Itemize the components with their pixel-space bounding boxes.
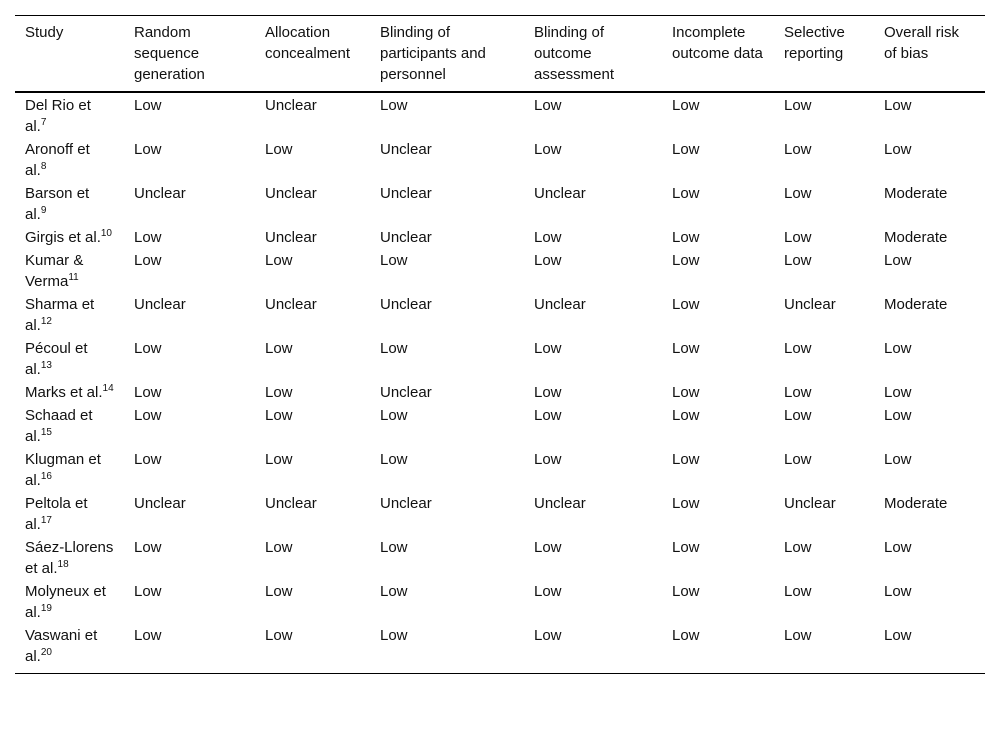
reference-number: 12 — [40, 316, 52, 327]
risk-cell: Low — [265, 141, 293, 158]
risk-cell: Low — [672, 185, 700, 202]
risk-cell: Low — [380, 407, 408, 424]
risk-cell: Low — [265, 407, 293, 424]
reference-number: 9 — [40, 205, 47, 216]
risk-cell: Low — [534, 583, 562, 600]
col-header-blinding-outcome: Blinding of outcome assessment — [534, 24, 615, 83]
risk-cell: Unclear — [134, 185, 186, 202]
risk-cell: Unclear — [534, 296, 586, 313]
risk-cell: Low — [884, 583, 912, 600]
study-cell — [15, 139, 124, 183]
risk-cell: Low — [134, 384, 162, 401]
reference-number: 10 — [100, 228, 112, 239]
risk-cell: Low — [672, 583, 700, 600]
study-name: Del Rio et al. — [25, 97, 91, 135]
reference-number: 20 — [40, 647, 52, 658]
col-header-incomplete-data: Incomplete outcome data — [672, 24, 763, 62]
table-row — [15, 183, 985, 227]
study-cell — [15, 625, 124, 674]
risk-cell: Moderate — [884, 229, 948, 246]
study-name: Sharma et al. — [25, 296, 95, 334]
risk-cell: Low — [784, 252, 812, 269]
table-row — [15, 382, 985, 405]
study-cell — [15, 493, 124, 537]
reference-number: 15 — [40, 427, 52, 438]
risk-cell: Low — [672, 97, 700, 114]
risk-cell: Unclear — [534, 185, 586, 202]
risk-cell: Low — [534, 141, 562, 158]
study-cell — [15, 537, 124, 581]
table-row — [15, 227, 985, 250]
risk-cell: Low — [265, 583, 293, 600]
study-cell — [15, 183, 124, 227]
risk-cell: Low — [134, 141, 162, 158]
col-header-selective-reporting: Selective reporting — [784, 24, 845, 62]
risk-cell: Unclear — [380, 229, 432, 246]
reference-number: 11 — [68, 272, 79, 283]
reference-number: 14 — [102, 383, 114, 394]
risk-cell: Low — [134, 340, 162, 357]
risk-cell: Unclear — [134, 495, 186, 512]
risk-cell: Low — [784, 627, 812, 644]
risk-cell: Low — [534, 539, 562, 556]
study-cell — [15, 382, 124, 405]
reference-number: 7 — [40, 117, 47, 128]
risk-cell: Low — [534, 407, 562, 424]
study-name: Molyneux et al. — [25, 583, 106, 621]
risk-of-bias-table — [15, 15, 985, 674]
risk-cell: Low — [380, 340, 408, 357]
risk-cell: Low — [534, 252, 562, 269]
risk-cell: Low — [380, 97, 408, 114]
reference-number: 19 — [40, 603, 52, 614]
table-row — [15, 537, 985, 581]
risk-cell: Low — [884, 539, 912, 556]
table-row — [15, 250, 985, 294]
reference-number: 16 — [40, 471, 52, 482]
study-cell — [15, 227, 124, 250]
risk-cell: Unclear — [784, 296, 836, 313]
study-cell — [15, 294, 124, 338]
reference-number: 8 — [40, 161, 47, 172]
risk-cell: Low — [134, 583, 162, 600]
study-name: Peltola et al. — [25, 495, 88, 533]
study-name: Klugman et al. — [25, 451, 101, 489]
table-row — [15, 449, 985, 493]
risk-cell: Moderate — [884, 185, 948, 202]
risk-cell: Low — [784, 185, 812, 202]
risk-cell: Low — [672, 252, 700, 269]
reference-number: 13 — [40, 360, 52, 371]
risk-cell: Unclear — [265, 495, 317, 512]
reference-number: 17 — [40, 515, 52, 526]
risk-cell: Unclear — [265, 229, 317, 246]
table-body — [15, 92, 985, 674]
risk-cell: Low — [672, 340, 700, 357]
risk-cell: Low — [534, 229, 562, 246]
risk-cell: Moderate — [884, 495, 948, 512]
risk-cell: Low — [784, 229, 812, 246]
risk-cell: Moderate — [884, 296, 948, 313]
risk-cell: Unclear — [265, 97, 317, 114]
risk-cell: Low — [672, 296, 700, 313]
risk-cell: Low — [884, 384, 912, 401]
risk-cell: Low — [884, 340, 912, 357]
col-header-allocation: Allocation concealment — [265, 24, 351, 62]
risk-cell: Low — [534, 384, 562, 401]
study-name: Schaad et al. — [25, 407, 93, 445]
risk-cell: Low — [784, 384, 812, 401]
risk-cell: Low — [672, 451, 700, 468]
risk-cell: Low — [134, 97, 162, 114]
study-cell — [15, 405, 124, 449]
risk-cell: Low — [265, 451, 293, 468]
col-header-blinding-participants: Blinding of participants and personnel — [380, 24, 486, 83]
risk-cell: Low — [534, 451, 562, 468]
risk-cell: Low — [134, 627, 162, 644]
table-row — [15, 625, 985, 674]
study-name: Barson et al. — [25, 185, 90, 223]
risk-cell: Low — [784, 141, 812, 158]
risk-cell: Low — [672, 539, 700, 556]
risk-cell: Low — [884, 627, 912, 644]
study-cell — [15, 581, 124, 625]
risk-cell: Low — [784, 451, 812, 468]
risk-cell: Low — [265, 539, 293, 556]
study-name: Marks et al. — [25, 384, 103, 401]
risk-cell: Low — [784, 407, 812, 424]
risk-cell: Low — [884, 252, 912, 269]
risk-cell: Low — [672, 229, 700, 246]
risk-cell: Unclear — [784, 495, 836, 512]
reference-number: 18 — [57, 559, 69, 570]
risk-cell: Unclear — [265, 296, 317, 313]
risk-cell: Low — [534, 340, 562, 357]
study-name: Girgis et al. — [25, 229, 101, 246]
table-row — [15, 338, 985, 382]
risk-cell: Low — [380, 539, 408, 556]
risk-cell: Low — [534, 627, 562, 644]
risk-cell: Low — [784, 539, 812, 556]
risk-cell: Low — [884, 97, 912, 114]
risk-cell: Unclear — [265, 185, 317, 202]
study-name: Sáez-Llorens et al. — [25, 539, 114, 577]
risk-cell: Unclear — [380, 495, 432, 512]
risk-cell: Unclear — [380, 185, 432, 202]
table-row — [15, 581, 985, 625]
study-cell — [15, 338, 124, 382]
col-header-study: Study — [25, 24, 64, 41]
risk-cell: Low — [784, 340, 812, 357]
risk-cell: Low — [265, 627, 293, 644]
study-name: Kumar & Verma — [25, 252, 84, 290]
table-row — [15, 405, 985, 449]
risk-cell: Low — [134, 451, 162, 468]
risk-cell: Unclear — [380, 384, 432, 401]
col-header-random-sequence: Random sequence generation — [134, 24, 205, 83]
risk-cell: Low — [784, 583, 812, 600]
risk-cell: Unclear — [380, 296, 432, 313]
table-row — [15, 139, 985, 183]
risk-cell: Low — [380, 252, 408, 269]
table-row — [15, 92, 985, 139]
study-cell — [15, 250, 124, 294]
risk-cell: Low — [134, 407, 162, 424]
risk-cell: Low — [380, 451, 408, 468]
table-row — [15, 294, 985, 338]
risk-cell: Low — [265, 252, 293, 269]
risk-cell: Low — [672, 141, 700, 158]
study-name: Aronoff et al. — [25, 141, 90, 179]
risk-cell: Low — [884, 451, 912, 468]
risk-cell: Low — [380, 583, 408, 600]
risk-cell: Low — [380, 627, 408, 644]
risk-cell: Unclear — [534, 495, 586, 512]
risk-cell: Low — [884, 141, 912, 158]
risk-cell: Low — [672, 627, 700, 644]
risk-cell: Low — [672, 407, 700, 424]
risk-cell: Low — [134, 229, 162, 246]
risk-cell: Low — [134, 539, 162, 556]
risk-cell: Low — [534, 97, 562, 114]
risk-cell: Unclear — [134, 296, 186, 313]
risk-cell: Low — [265, 340, 293, 357]
risk-cell: Low — [265, 384, 293, 401]
col-header-overall-risk: Overall risk of bias — [884, 24, 960, 62]
risk-cell: Low — [672, 384, 700, 401]
risk-cell: Low — [134, 252, 162, 269]
risk-cell: Low — [672, 495, 700, 512]
study-name: Vaswani et al. — [25, 627, 98, 665]
header-row — [15, 16, 985, 93]
table-row — [15, 493, 985, 537]
risk-cell: Low — [884, 407, 912, 424]
study-cell — [15, 449, 124, 493]
risk-cell: Low — [784, 97, 812, 114]
risk-cell: Unclear — [380, 141, 432, 158]
study-cell — [15, 92, 124, 139]
study-name: Pécoul et al. — [25, 340, 88, 378]
